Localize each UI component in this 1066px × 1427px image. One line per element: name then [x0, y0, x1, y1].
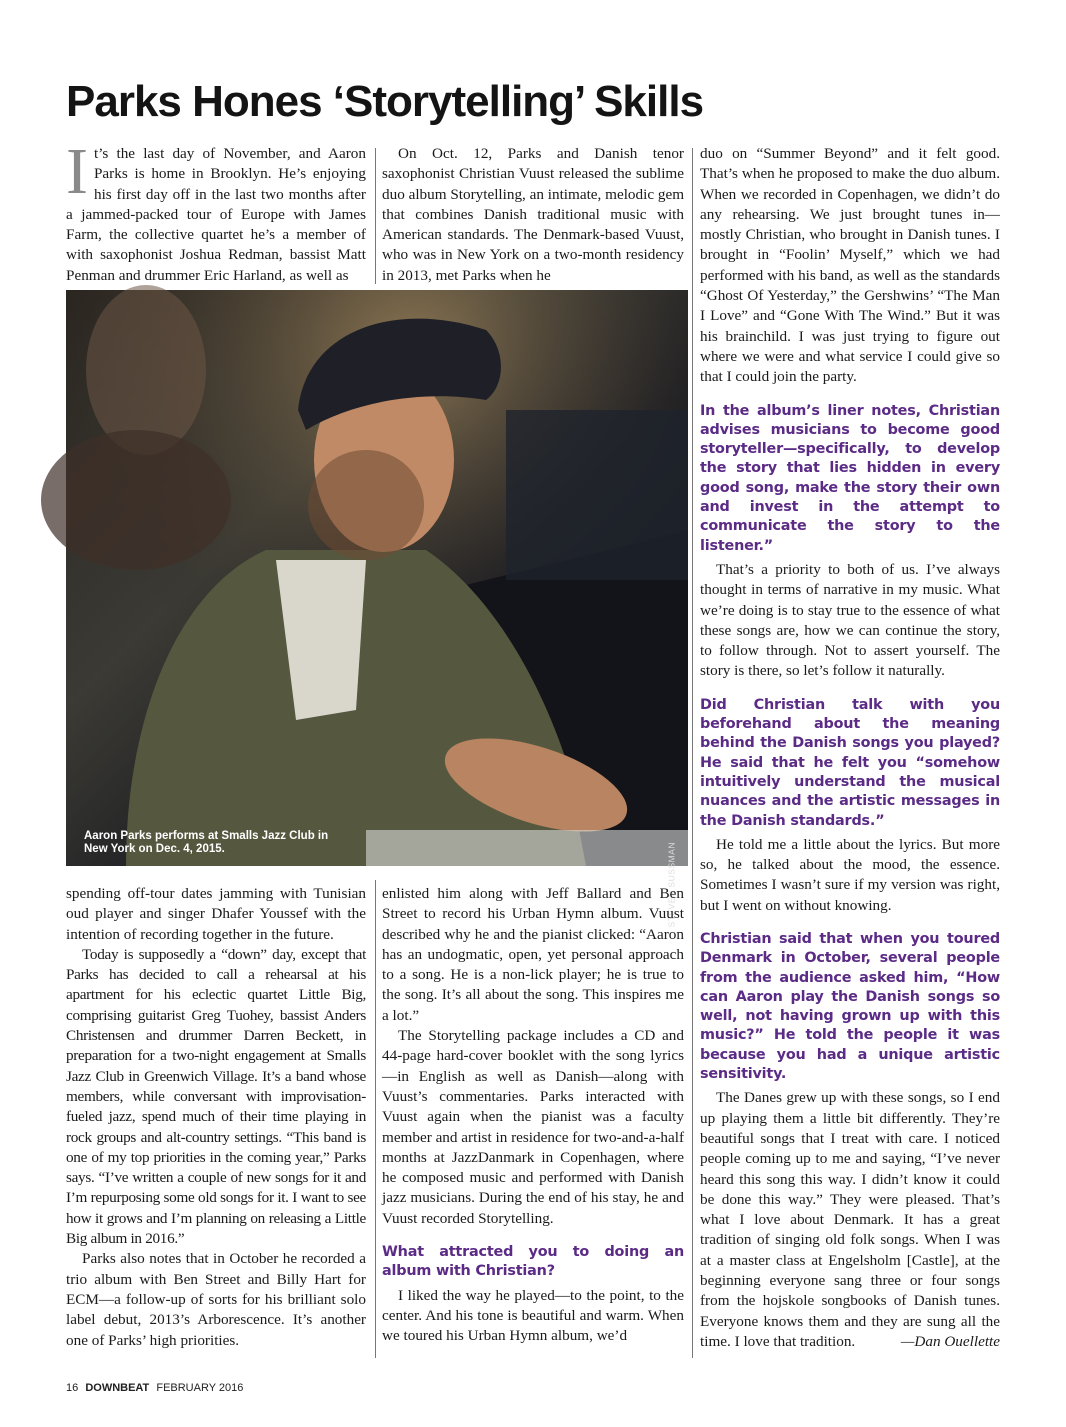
column-rule-1: [375, 148, 376, 284]
paragraph: Today is supposedly a “down” day, except that Parks has decided to call a rehearsal at his apartment for his eclectic quartet Little Big, comprising guitarist Greg Tuohey, bassist Anders Christensen and drummer Darren Beckett, in preparation for a two-night engagement at Smalls Jazz Club in Greenwich Village. It’s a band whose members, while conversant with improvisation-fueled jazz, spend much of their time playing in rock groups and alt-country settings. “This band is one of my top priorities in the coming year,” Parks says. “I’ve written a couple of new songs for it and I’m repurposing some old songs for it. I want to see how it grows and I’m planning on releasing a Little Big album in 2016.”: [66, 945, 366, 1248]
paragraph: Parks also notes that in October he recorded a trio album with Ben Street and Billy Hart for ECM—a follow-up of sorts for his brilliant solo label debut, 2013’s Arborescence. It’s another one of Parks’ high priorities.: [66, 1250, 366, 1349]
headline: Parks Hones ‘Storytelling’ Skills: [66, 77, 704, 126]
photo-credit: STEVEN SUSSMAN: [666, 842, 676, 928]
column-3: [700, 144, 1000, 1352]
photo-caption: Aaron Parks performs at Smalls Jazz Club in New York on Dec. 4, 2015.: [84, 830, 329, 855]
issue-date: FEBRUARY 2016: [156, 1382, 244, 1394]
answer-4: [700, 1088, 1000, 1352]
column-rule-3: [692, 148, 693, 1358]
photo-illustration: [66, 290, 688, 866]
answer-2: That’s a priority to both of us. I’ve always thought in terms of narrative in my music. What we’re doing is to stay true to the essence of what these songs are, how we can continue the story, to follow through. Not to assert yourself. The story is there, so let’s follow it naturally.: [700, 560, 1000, 680]
column-2-top: [382, 144, 684, 286]
question-2: In the album’s liner notes, Christian advises musicians to become good storyteller—specifically, to develop the story that lies hidden in every good song, make the story their own and invest in the attempt to communicate the story to the listener.”: [700, 402, 1000, 554]
intro-text: t’s the last day of November, and Aaron Parks is home in Brooklyn. He’s enjoying his first day off in the last two months after a jammed-packed tour of Europe with James Farm, the collective quartet he’s a member of with saxophonist Joshua Redman, bassist Matt Penman and drummer Eric Harland, as well as: [66, 145, 366, 284]
column-2-bottom: [382, 884, 684, 1347]
question-1: What attracted you to doing an album with Christian?: [382, 1244, 684, 1280]
byline: —Dan Ouellette: [900, 1332, 1000, 1350]
paragraph: enlisted him along with Jeff Ballard and Ben Street to record his Urban Hymn album. Vuust described why he and the pianist clicked: “Aaron has an undogmatic, open, yet personal approach to a song. He is a non-lick player; he is true to the song. It’s all about the song. This inspires me a lot.”: [382, 885, 684, 1024]
drop-cap: I: [66, 135, 88, 208]
page-number: 16: [66, 1382, 79, 1394]
question-3: Did Christian talk with you beforehand about the meaning behind the Danish songs you played? He said that he felt you “somehow intuitively understand the musical nuances and the artistic messages in the Danish standards.”: [700, 696, 1000, 829]
column-rule-2: [375, 880, 376, 1358]
magazine-name: DOWNBEAT: [85, 1382, 150, 1394]
column-1-bottom: [66, 884, 366, 1351]
question-4: Christian said that when you toured Denmark in October, several people from the audience asked him, “How can Aaron play the Danish songs so well, not having grown up with this music?” He told the people it was because you had a unique artistic sensitivity.: [700, 930, 1000, 1083]
answer-4-text: The Danes grew up with these songs, so I end up playing them a little bit differently. They’re beautiful songs that I treat with care. I noticed people coming up to me and saying, “I’ve never heard this song this way. I didn’t know it could be done this way.” They were pleased. That’s what I love about Denmark. It has a great tradition of singing old folk songs. When I was at a master class at Engelsholm [Castle], at the beginning everyone sang three or four songs from the hojskole songbooks of Danish tunes. Everyone knows them and they are sung all the time. I love that tradition.: [700, 1089, 1000, 1350]
page-folio: [66, 1382, 243, 1394]
col2-top-paragraph: On Oct. 12, Parks and Danish tenor saxophonist Christian Vuust released the sublime duo album Storytelling, an intimate, melodic gem that combines Danish traditional music with American standards. The Denmark-based Vuust, who was in New York on a two-month residency in 2013, met Parks when he: [382, 145, 685, 284]
paragraph: The Storytelling package includes a CD and 44-page hard-cover booklet with the song lyrics—in English as well as Danish—along with Vuust’s commentaries. Parks interacted with Vuust again when the pianist was a faculty member and artist in residence for two-and-a-half months at JazzDanmark in Copenhagen, where he composed music and performed with Danish jazz musicians. During the end of his stay, he and Vuust recorded Storytelling.: [382, 1027, 684, 1227]
answer-1: I liked the way he played—to the point, to the center. And his tone is beautiful and warm. When we toured his Urban Hymn album, we’d: [382, 1286, 684, 1345]
answer-3: He told me a little about the lyrics. But more so, he talked about the mood, the essence. Sometimes I wasn’t sure if my version was right, but I went on without knowing.: [700, 835, 1000, 914]
paragraph: spending off-tour dates jamming with Tunisian oud player and singer Dhafer Youssef with the intention of recording together in the future.: [66, 885, 366, 943]
answer-1-continued: duo on “Summer Beyond” and it felt good. That’s when he proposed to make the duo album. When we recorded in Copenhagen, we didn’t do any rehearsing. We just brought tunes in—mostly Christian, who brought in Danish tunes. I brought in “Foolin’ Myself,” which we had performed with his band, as well as the standards “Ghost Of Yesterday,” the Gershwins’ “The Man I Love” and “Gone With The Wind.” But it was his brainchild. I was just trying to figure out where we were and what service I could give so that I could join the party.: [700, 145, 1000, 386]
intro-paragraph: [66, 135, 366, 286]
column-1-top: [66, 135, 366, 286]
